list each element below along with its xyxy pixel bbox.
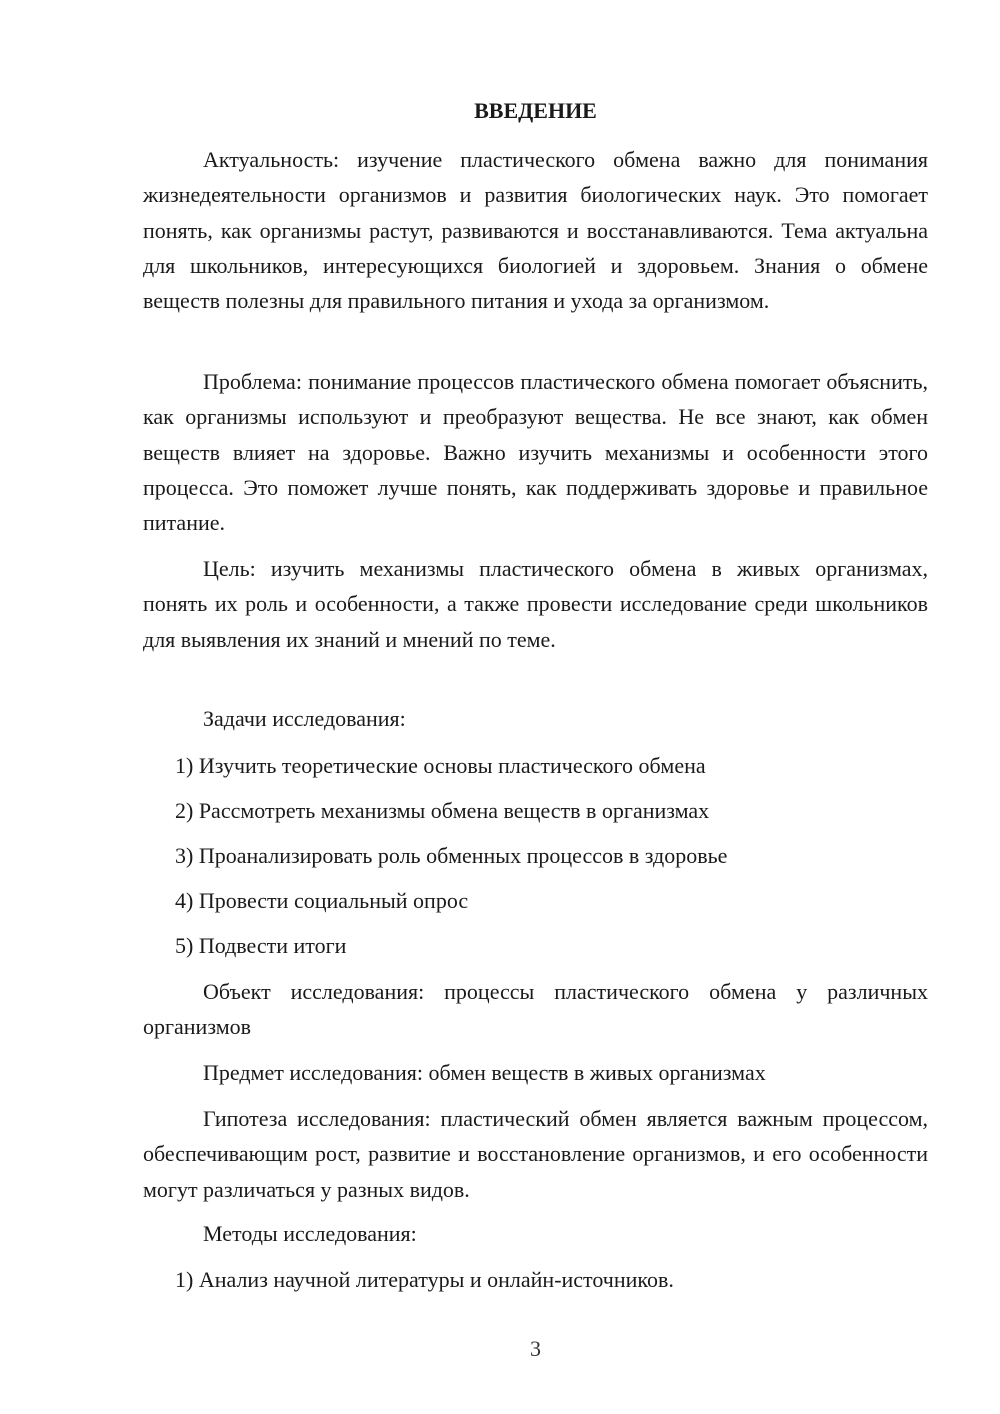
list-item-task-4: 4) Провести социальный опрос: [175, 888, 469, 913]
list-item-task-1: 1) Изучить теоретические основы пластического обмена: [175, 753, 706, 778]
section-heading: ВВЕДЕНИЕ: [474, 98, 597, 123]
list-item-method-1: 1) Анализ научной литературы и онлайн-источников.: [175, 1267, 674, 1292]
paragraph-problem: Проблема: понимание процессов пластического обмена помогает объяснить, как организмы используют и преобразуют вещества. Не все знают, как обмен веществ влияет на здоровье. Важно изучить механизмы и особенности этого процесса. Это поможет лучше понять, как поддерживать здоровье и правильное питание.: [143, 369, 928, 536]
methods-heading: Методы исследования:: [203, 1221, 417, 1246]
list-item-task-3: 3) Проанализировать роль обменных процессов в здоровье: [175, 843, 728, 868]
document-page: [143, 0, 928, 1414]
paragraph-hypothesis: Гипотеза исследования: пластический обмен является важным процессом, обеспечивающим рост, развитие и восстановление организмов, и его особенности могут различаться у разных видов.: [143, 1106, 928, 1202]
tasks-heading: Задачи исследования:: [203, 706, 406, 731]
paragraph-relevance: Актуальность: изучение пластического обмена важно для понимания жизнедеятельности организмов и развития биологических наук. Это помогает понять, как организмы растут, развиваются и восстанавливаются. Тема актуальна для школьников, интересующихся биологией и здоровьем. Знания о обмене веществ полезны для правильного питания и ухода за организмом.: [143, 147, 928, 314]
paragraph-object: Объект исследования: процессы пластического обмена у различных организмов: [143, 979, 928, 1040]
page-number: 3: [530, 1336, 541, 1361]
paragraph-subject: Предмет исследования: обмен веществ в живых организмах: [203, 1060, 766, 1085]
list-item-task-2: 2) Рассмотреть механизмы обмена веществ в организмах: [175, 798, 710, 823]
list-item-task-5: 5) Подвести итоги: [175, 933, 347, 958]
paragraph-goal: Цель: изучить механизмы пластического обмена в живых организмах, понять их роль и особенности, а также провести исследование среди школьников для выявления их знаний и мнений по теме.: [143, 556, 928, 652]
